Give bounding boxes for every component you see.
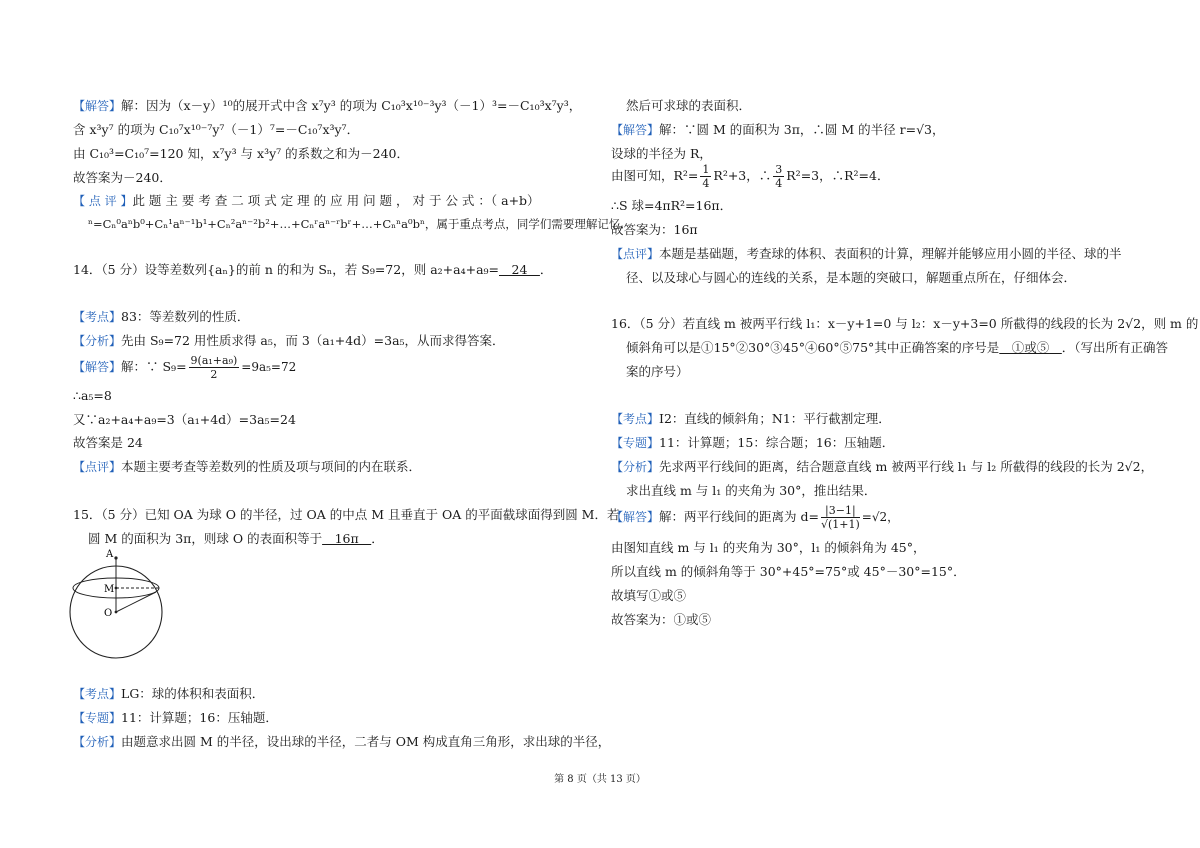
fraction-one-quarter: $\frac{1}{4}$ [702, 163, 710, 190]
q16-fenxi-line2: 求出直线 m 与 l₁ 的夹角为 30°，推出结果． [626, 483, 877, 498]
fraction-three-quarters: $\frac{3}{4}$ [775, 163, 783, 190]
q16-kaodian: 【考点】I2：直线的倾斜角；N1：平行截割定理． [611, 411, 891, 426]
kaodian-tag: 【考点】 [73, 687, 122, 701]
q13-comment-line1: 【 点 评 】此 题 主 要 考 查 二 项 式 定 理 的 应 用 问 题 ， 对 于 公 式 ：（ a+b） [73, 193, 540, 208]
q13-answer-line1: 【解答】解：因为（x－y）¹⁰的展开式中含 x⁷y³ 的项为 C₁₀³x¹⁰⁻³y³（－1）³=－C₁₀³x⁷y³， [73, 98, 582, 113]
q14-stem: 14．（5 分）设等差数列{aₙ}的前 n 的和为 Sₙ，若 S₉=72，则 a₂+a₄+a₉= 24 ． [73, 262, 553, 277]
q16-stem-line2: 倾斜角可以是①15°②30°③45°④60°⑤75°其中正确答案的序号是 ①或⑤ ．（写出所有正确答 [626, 340, 1169, 355]
q14-answer: 【解答】解：∵ S₉= $\frac{\text{9(a₁+a₉)}}{2}$ =9a₅=72 [73, 354, 297, 381]
q14-fraction: $\frac{\text{9(a₁+a₉)}}{2}$ [190, 354, 238, 381]
point-m [115, 587, 118, 590]
q16-stem-line1: 16．（5 分）若直线 m 被两平行线 l₁：x－y+1=0 与 l₂：x－y+3=0 所截得的线段的长为 2√2，则 m 的 [611, 316, 1199, 331]
q14-line-sum: 又∵a₂+a₄+a₉=3（a₁+4d）=3a₅=24 [73, 412, 296, 427]
q16-answer-line4: 故填写①或⑤ [611, 588, 687, 603]
q15-answer-line2: 设球的半径为 R， [611, 146, 712, 161]
sphere-figure [66, 548, 170, 660]
q14-kaodian: 【考点】83：等差数列的性质． [73, 309, 250, 324]
label-o: O [104, 608, 113, 619]
label-m: M [104, 584, 115, 595]
q15-zhuanti: 【专题】11：计算题；16：压轴题． [73, 710, 278, 725]
answer-tag: 【解答】 [611, 510, 660, 524]
distance-fraction: $\frac{|3-1|}{√(1+1)}$ [820, 504, 860, 531]
q16-stem-line3: 案的序号） [626, 364, 689, 379]
q16-fenxi-line1: 【分析】先求两平行线间的距离，结合题意直线 m 被两平行线 l₁ 与 l₂ 所截得的线段的长为 2√2， [611, 459, 1154, 474]
q14-fenxi: 【分析】先由 S₉=72 用性质求得 a₅，而 3（a₁+4d）=3a₅，从而求得答案． [73, 333, 505, 348]
q15-answer-line1: 【解答】解：∵圆 M 的面积为 3π，∴圆 M 的半径 r=√3， [611, 122, 945, 137]
q14-line-a5: ∴a₅=8 [73, 388, 112, 403]
answer-tag: 【解答】 [73, 99, 122, 113]
comment-tag: 【点评】 [611, 247, 660, 261]
q15-answer-line3: 由图可知，R²= $\frac{1}{4}$ R²+3，∴ $\frac{3}{4}$ R²=3，∴R²=4． [611, 163, 890, 190]
answer-tag: 【解答】 [611, 123, 660, 137]
zhuanti-tag: 【专题】 [611, 436, 660, 450]
comment-tag: 【 点 评 】 [73, 194, 133, 208]
q15-answer-blank: 16π [322, 531, 372, 546]
q14-answer-blank: 24 [499, 262, 540, 277]
comment-tag: 【点评】 [73, 460, 122, 474]
fenxi-tag: 【分析】 [73, 334, 122, 348]
q14-comment: 【点评】本题主要考查等差数列的性质及项与项间的内在联系． [73, 459, 422, 474]
q16-zhuanti: 【专题】11：计算题；15：综合题；16：压轴题． [611, 435, 895, 450]
q15-comment-line2: 径、以及球心与圆心的连线的关系，是本题的突破口，解题重点所在，仔细体会． [626, 270, 1077, 285]
q13-answer-line2: 含 x³y⁷ 的项为 C₁₀⁷x¹⁰⁻⁷y⁷（－1）⁷=－C₁₀⁷x³y⁷． [73, 122, 360, 137]
q16-answer-line2: 由图知直线 m 与 l₁ 的夹角为 30°，l₁ 的倾斜角为 45°， [611, 540, 926, 555]
answer-tag: 【解答】 [73, 360, 122, 374]
q15-answer-line4: ∴S 球=4πR²=16π． [611, 198, 733, 213]
q14-line-ans: 故答案是 24 [73, 435, 143, 450]
q15-answer-line5: 故答案为：16π [611, 222, 698, 237]
q15-stem-line2: 圆 M 的面积为 3π，则球 O 的表面积等于 16π ． [88, 531, 384, 546]
fenxi-tag: 【分析】 [73, 735, 122, 749]
fenxi-tag: 【分析】 [611, 460, 660, 474]
q15-comment-line1: 【点评】本题是基础题，考查球的体积、表面积的计算，理解并能够应用小圆的半径、球的半 [611, 246, 1122, 261]
point-a [114, 556, 117, 559]
point-o [115, 611, 118, 614]
q15-fenxi: 【分析】由题意求出圆 M 的半径，设出球的半径，二者与 OM 构成直角三角形，求出球的半径， [73, 734, 611, 749]
page-footer: 第 8 页（共 13 页） [554, 774, 646, 785]
q13-comment-line2: ⁿ=Cₙ⁰aⁿb⁰+Cₙ¹aⁿ⁻¹b¹+Cₙ²aⁿ⁻²b²+…+Cₙʳaⁿ⁻ʳbʳ+…+Cₙⁿa⁰bⁿ，属于重点考点，同学们需要理解记忆． [88, 217, 632, 231]
q16-answer-line1: 【解答】解：两平行线间的距离为 d= $\frac{|3-1|}{√(1+1)}$ =√2， [611, 504, 900, 531]
q15-stem-line1: 15．（5 分）已知 OA 为球 O 的半径，过 OA 的中点 M 且垂直于 OA 的平面截球面得到圆 M．若 [73, 507, 620, 522]
q16-answer-line3: 所以直线 m 的倾斜角等于 30°+45°=75°或 45°－30°=15°． [611, 564, 966, 579]
q16-answer-blank: ①或⑤ [999, 340, 1062, 355]
kaodian-tag: 【考点】 [611, 412, 660, 426]
kaodian-tag: 【考点】 [73, 310, 122, 324]
label-a: A [106, 549, 114, 560]
zhuanti-tag: 【专题】 [73, 711, 122, 725]
radius-r [116, 592, 156, 612]
q13-answer-line3: 由 C₁₀³=C₁₀⁷=120 知，x⁷y³ 与 x³y⁷ 的系数之和为－240． [73, 146, 409, 161]
q16-answer-line5: 故答案为：①或⑤ [611, 612, 712, 627]
q13-answer-line4: 故答案为－240． [73, 170, 172, 185]
q15-kaodian: 【考点】LG：球的体积和表面积． [73, 686, 265, 701]
q15-fenxi-cont: 然后可求球的表面积． [626, 98, 752, 113]
